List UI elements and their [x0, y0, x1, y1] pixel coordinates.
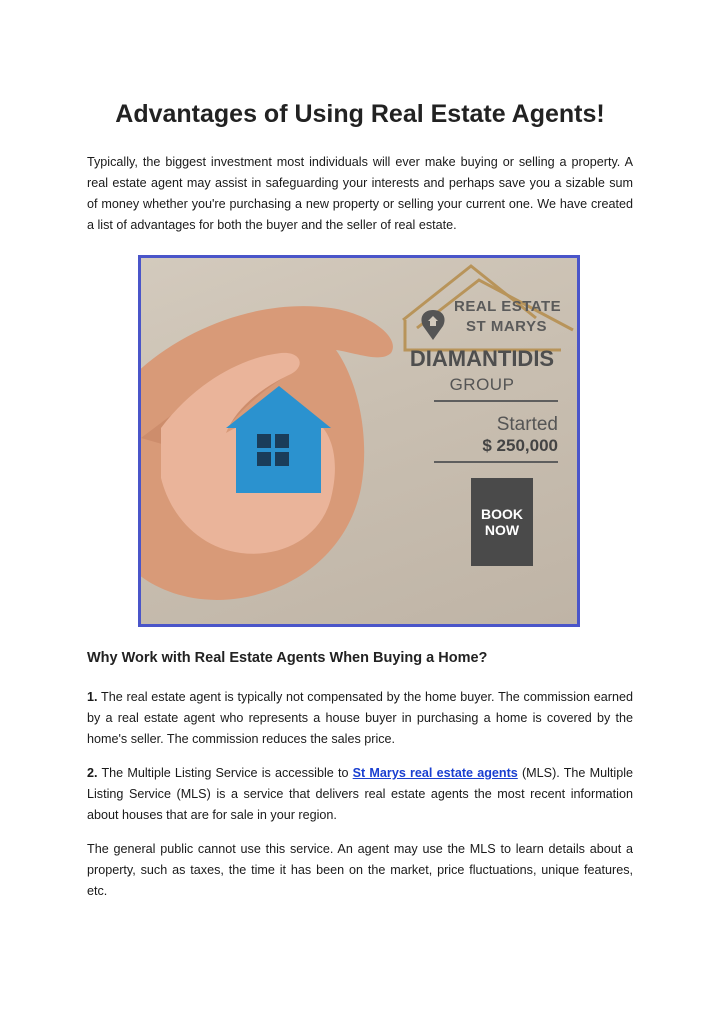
section-heading: Why Work with Real Estate Agents When Buying a Home? — [87, 650, 488, 666]
brand-panel — [406, 258, 566, 624]
brand-name: DIAMANTIDIS — [409, 346, 555, 371]
divider — [434, 400, 558, 402]
point-1-paragraph — [87, 687, 633, 750]
page-title: Advantages of Using Real Estate Agents! — [115, 100, 605, 128]
book-now-button[interactable]: BOOK NOW — [471, 478, 533, 566]
brand-group-label: GROUP — [449, 375, 515, 394]
divider — [434, 461, 558, 463]
point-1-text: The real estate agent is typically not compensated by the home buyer. The commission earned by a real estate agent who represents a house buyer in purchasing a home is covered by the home's seller. The commission reduces the sales price. — [87, 690, 633, 746]
point-1-number: 1. — [87, 690, 98, 704]
point-2-text-after: (MLS). The Multiple Listing Service (MLS) is a service that delivers real estate agents the most recent information about houses that are for sale in your region. — [87, 766, 633, 822]
intro-paragraph: Typically, the biggest investment most individuals will ever make buying or selling a property. A real estate agent may assist in safeguarding your interests and perhaps save you a sizable sum of money whether you're purchasing a new property or selling your current one. We have created a list of advantages for both the buyer and the seller of real estate. — [87, 155, 633, 232]
point-3-paragraph: The general public cannot use this service. An agent may use the MLS to learn details about a property, such as taxes, the time it has been on the market, price fluctuations, unique features, etc. — [87, 842, 633, 898]
point-2-number: 2. — [87, 766, 98, 780]
started-label: Started — [496, 414, 558, 435]
brand-line-2: ST MARYS — [466, 318, 547, 335]
promo-banner-image — [138, 255, 580, 627]
price-label: $ 250,000 — [482, 436, 558, 455]
point-2-paragraph — [87, 763, 633, 826]
point-2-text-before: The Multiple Listing Service is accessible to — [97, 766, 353, 780]
st-marys-agents-link[interactable]: St Marys real estate agents — [352, 766, 518, 780]
brand-line-1: REAL ESTATE — [454, 298, 562, 315]
